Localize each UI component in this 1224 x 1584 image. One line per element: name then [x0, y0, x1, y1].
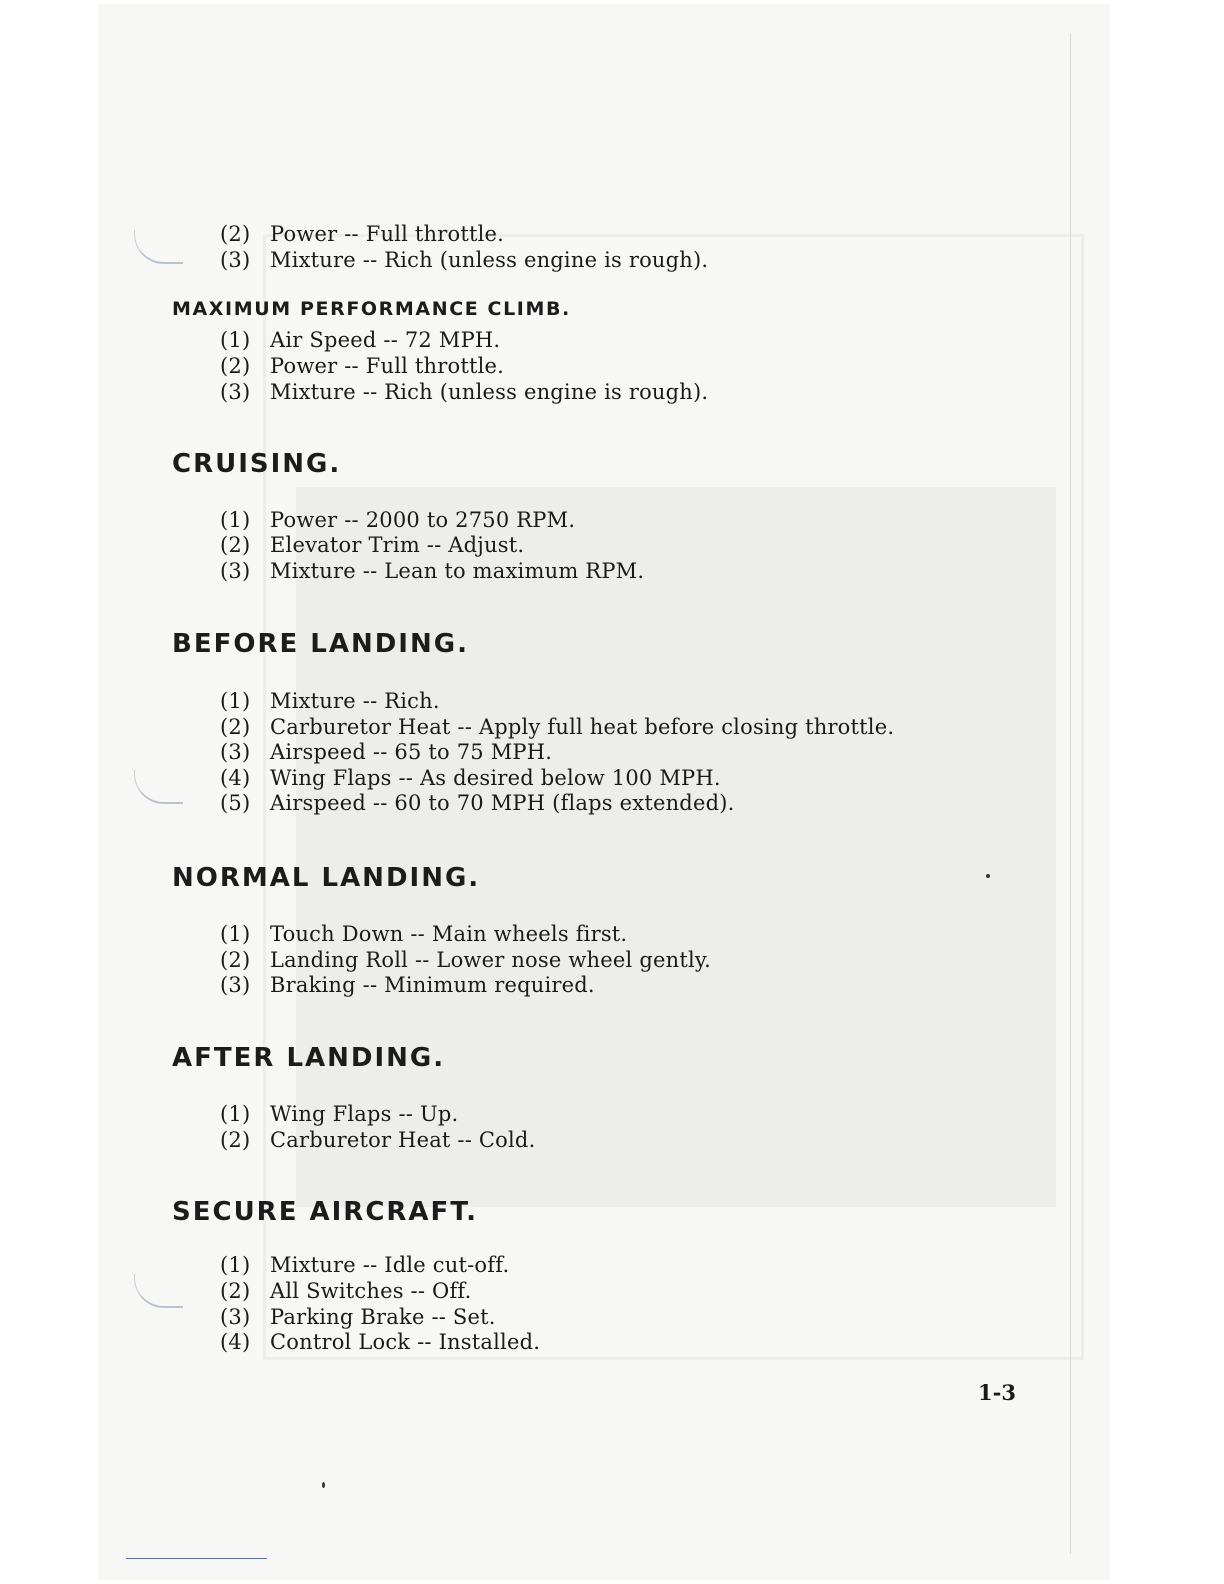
- item-number: (3): [220, 248, 251, 272]
- item-number: (2): [220, 354, 251, 378]
- item-number: (2): [220, 948, 251, 972]
- checklist-item: [220, 327, 500, 353]
- item-number: (2): [220, 715, 251, 739]
- checklist-item: [220, 1252, 509, 1278]
- link-underline: [126, 1558, 267, 1559]
- checklist-item: [220, 353, 504, 379]
- item-text: Power -- 2000 to 2750 RPM.: [270, 508, 576, 532]
- item-number: (3): [220, 1305, 251, 1329]
- item-number: (3): [220, 559, 251, 583]
- checklist-item: [220, 532, 524, 558]
- item-number: (3): [220, 973, 251, 997]
- item-number: (2): [220, 533, 251, 557]
- item-number: (4): [220, 1330, 251, 1354]
- item-text: All Switches -- Off.: [270, 1279, 472, 1303]
- item-text: Mixture -- Idle cut-off.: [270, 1253, 510, 1277]
- checklist-item: [220, 558, 644, 584]
- checklist-content: [98, 4, 1110, 1580]
- checklist-item: [220, 1329, 540, 1355]
- item-text: Parking Brake -- Set.: [270, 1305, 496, 1329]
- item-number: (1): [220, 922, 251, 946]
- checklist-item: [220, 714, 894, 740]
- page-number: 1-3: [978, 1380, 1016, 1405]
- checklist-item: [220, 507, 575, 533]
- section-heading: CRUISING.: [172, 449, 342, 479]
- checklist-item: [220, 765, 721, 791]
- document-page: [98, 4, 1110, 1580]
- item-text: Airspeed -- 60 to 70 MPH (flaps extended).: [270, 791, 735, 815]
- item-number: (1): [220, 328, 251, 352]
- checklist-item: [220, 1127, 535, 1153]
- item-text: Mixture -- Rich (unless engine is rough).: [270, 380, 709, 404]
- item-number: (2): [220, 1279, 251, 1303]
- item-number: (1): [220, 1253, 251, 1277]
- item-number: (1): [220, 1102, 251, 1126]
- item-text: Touch Down -- Main wheels first.: [270, 922, 628, 946]
- item-text: Braking -- Minimum required.: [270, 973, 595, 997]
- item-number: (1): [220, 689, 251, 713]
- item-text: Mixture -- Rich.: [270, 689, 440, 713]
- checklist-item: [220, 739, 552, 765]
- item-number: (3): [220, 740, 251, 764]
- item-text: Power -- Full throttle.: [270, 222, 505, 246]
- item-number: (2): [220, 222, 251, 246]
- checklist-item: [220, 790, 735, 816]
- checklist-item: [220, 379, 708, 405]
- item-text: Airspeed -- 65 to 75 MPH.: [270, 740, 553, 764]
- section-heading: MAXIMUM PERFORMANCE CLIMB.: [172, 298, 571, 320]
- section-heading: SECURE AIRCRAFT.: [172, 1197, 478, 1227]
- checklist-item: [220, 221, 504, 247]
- item-text: Landing Roll -- Lower nose wheel gently.: [270, 948, 712, 972]
- checklist-item: [220, 688, 440, 714]
- item-number: (5): [220, 791, 251, 815]
- checklist-item: [220, 1101, 458, 1127]
- checklist-item: [220, 247, 708, 273]
- item-text: Wing Flaps -- As desired below 100 MPH.: [270, 766, 721, 790]
- item-number: (3): [220, 380, 251, 404]
- item-text: Control Lock -- Installed.: [270, 1330, 541, 1354]
- item-text: Mixture -- Lean to maximum RPM.: [270, 559, 645, 583]
- item-number: (1): [220, 508, 251, 532]
- checklist-item: [220, 1304, 496, 1330]
- item-text: Carburetor Heat -- Apply full heat before closing throttle.: [270, 715, 895, 739]
- section-heading: AFTER LANDING.: [172, 1043, 446, 1073]
- section-heading: NORMAL LANDING.: [172, 863, 481, 893]
- item-text: Air Speed -- 72 MPH.: [270, 328, 501, 352]
- checklist-item: [220, 972, 595, 998]
- item-text: Carburetor Heat -- Cold.: [270, 1128, 536, 1152]
- item-number: (4): [220, 766, 251, 790]
- item-text: Mixture -- Rich (unless engine is rough).: [270, 248, 709, 272]
- section-heading: BEFORE LANDING.: [172, 629, 469, 659]
- checklist-item: [220, 947, 711, 973]
- checklist-item: [220, 921, 627, 947]
- item-text: Wing Flaps -- Up.: [270, 1102, 459, 1126]
- checklist-item: [220, 1278, 472, 1304]
- item-text: Elevator Trim -- Adjust.: [270, 533, 525, 557]
- item-number: (2): [220, 1128, 251, 1152]
- item-text: Power -- Full throttle.: [270, 354, 505, 378]
